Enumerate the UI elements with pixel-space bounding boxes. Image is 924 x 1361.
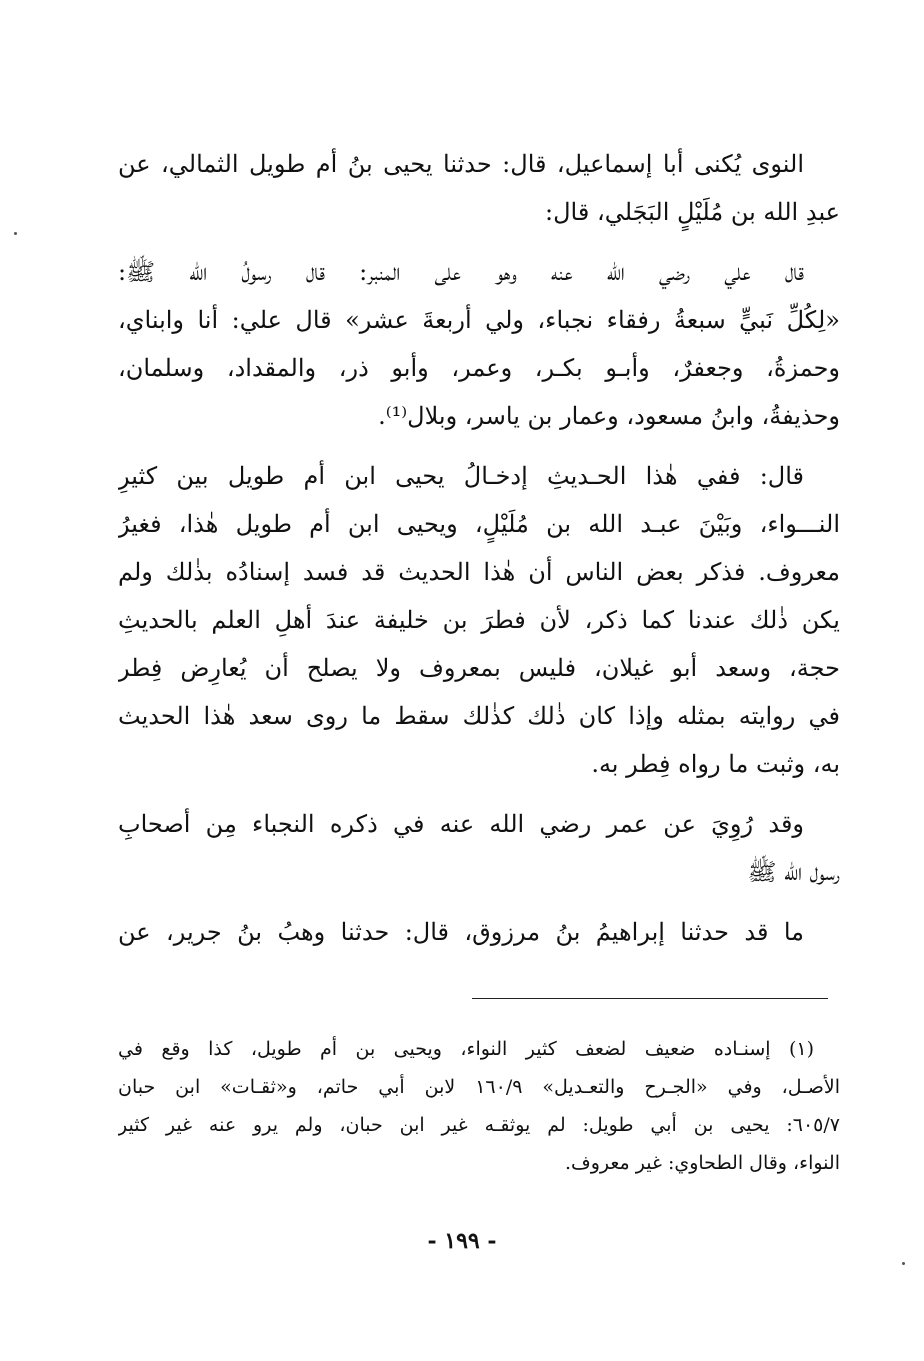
footnote-line: النواء، وقال الطحاوي: غير معروف. xyxy=(564,1152,840,1174)
paragraph-5 xyxy=(118,908,840,956)
text-line: رسول الله ﷺ xyxy=(747,858,840,886)
text-line: ما قد حدثنا إبراهيمُ بنُ مرزوق، قال: حدثنا وهبُ بنُ جرير، عن xyxy=(118,918,804,946)
footnote-line: ٦٠٥/٧: يحيى بن أبي طويل: لم يوثقـه غير ابن حبان، ولم يرو عنه غير كثير xyxy=(118,1114,840,1136)
text-line: النـــواء، وبَيْنَ عبـد الله بن مُلَيْلٍ، ويحيى ابن أم طويل هٰذا، فغيرُ xyxy=(118,510,840,538)
page-number: - ١٩٩ - xyxy=(427,1228,497,1254)
text-line: قال علي رضي الله عنه وهو على المنبر: قال رسولُ الله ﷺ: xyxy=(118,258,804,286)
text-line: حجة، وسعد أبو غيلان، فليس بمعروف ولا يصلح أن يُعارِض فِطر xyxy=(118,654,840,682)
scan-speck xyxy=(902,1262,905,1265)
text-line: النوى يُكنى أبا إسماعيل، قال: حدثنا يحيى بنُ أم طويل الثمالي، عن xyxy=(118,150,804,178)
paragraph-1 xyxy=(118,140,840,236)
text-line: قال: ففي هٰذا الحـديثِ إدخـالُ يحيى ابن أم طويل بين كثيرِ xyxy=(118,462,804,490)
text-line: به، وثبت ما رواه فِطر به. xyxy=(591,750,840,778)
footnotes xyxy=(118,1030,840,1182)
footnote-line: (١) إسنـاده ضعيف لضعف كثير النواء، ويحيى بن أم طويل، كذا وقع في xyxy=(118,1038,814,1060)
text-line: وحمزةُ، وجعفرٌ، وأبـو بكـر، وعمر، وأبو ذر، والمقداد، وسلمان، xyxy=(118,354,840,382)
text-line: في روايته بمثله وإذا كان ذٰلك كذٰلك سقط ما روى سعد هٰذا الحديث xyxy=(118,702,840,730)
text-line: معروف. فذكر بعض الناس أن هٰذا الحديث قد فسد إسنادُه بذٰلك ولم xyxy=(118,558,840,586)
text-line: عبدِ الله بن مُلَيْلٍ البَجَلي، قال: xyxy=(545,198,840,226)
paragraph-2 xyxy=(118,248,840,440)
text-line: وحذيفةُ، وابنُ مسعود، وعمار بن ياسر، وبلال⁽¹⁾. xyxy=(378,402,840,430)
paragraph-3 xyxy=(118,452,840,788)
text-line: «لِكُلِّ نَبيٍّ سبعةُ رفقاء نجباء، ولي أربعةَ عشر» قال علي: أنا وابناي، xyxy=(118,306,840,334)
scan-speck xyxy=(14,232,17,235)
text-line: وقد رُوِيَ عن عمر رضي الله عنه في ذكره النجباء مِن أصحابِ xyxy=(118,810,804,838)
paragraph-4 xyxy=(118,800,840,896)
main-text xyxy=(118,140,840,968)
footnote-separator xyxy=(472,998,828,999)
footnote-line: الأصـل، وفي «الجـرح والتعـديل» ١٦٠/٩ لابن أبي حاتم، و«ثقـات» ابن حبان xyxy=(118,1076,840,1098)
text-line: يكن ذٰلك عندنا كما ذكر، لأن فطرَ بن خليفة عندَ أهلِ العلم بالحديثِ xyxy=(118,606,840,634)
